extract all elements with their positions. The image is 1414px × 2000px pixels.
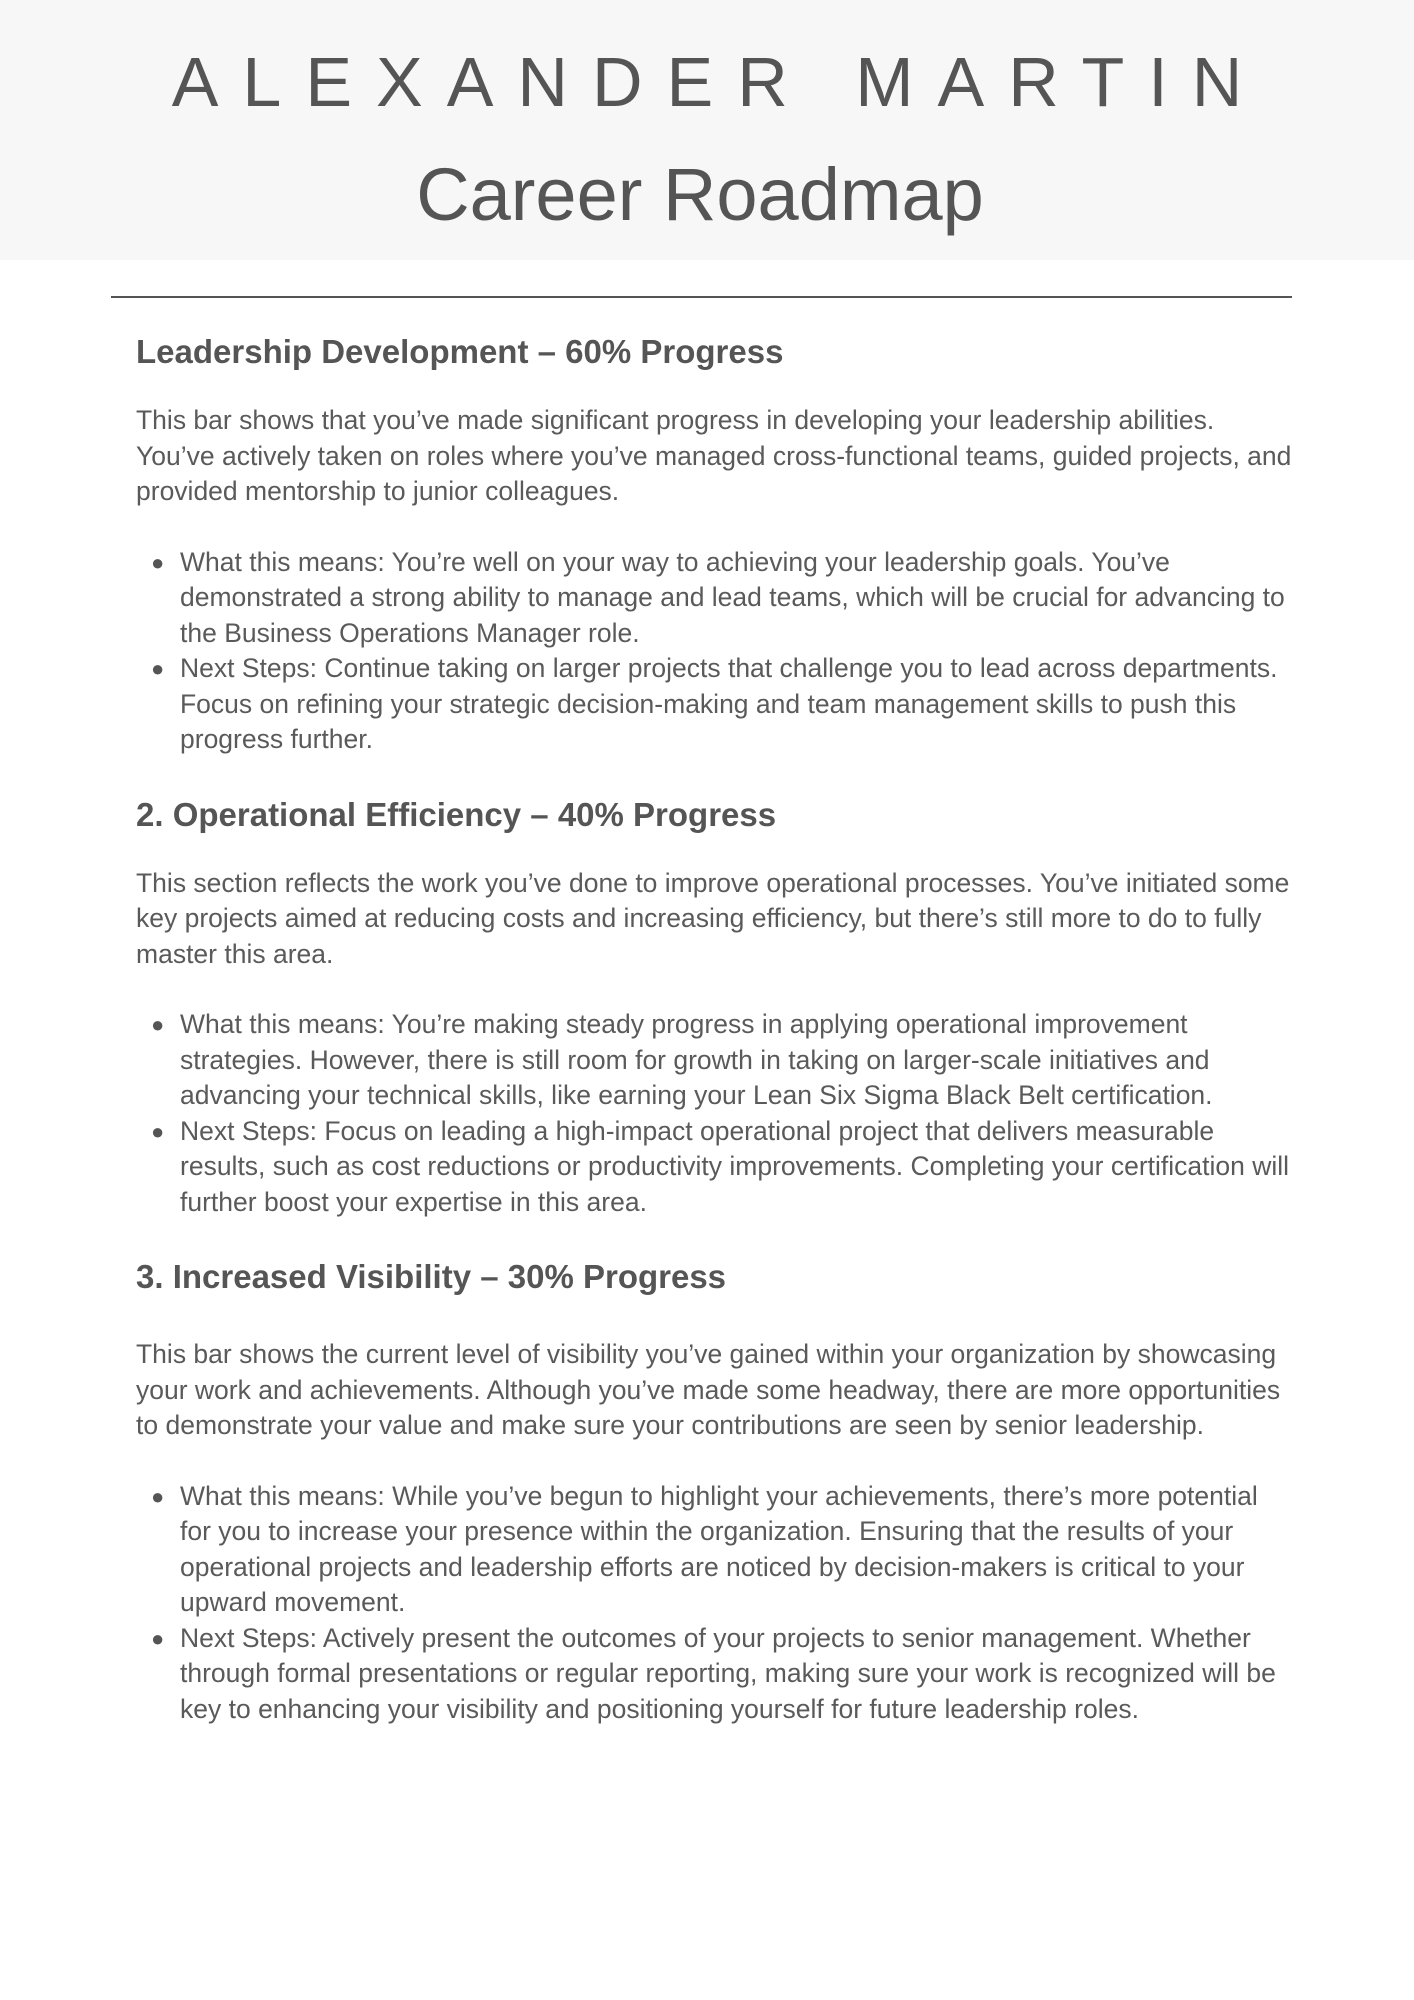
- section-heading: 2. Operational Efficiency – 40% Progress: [136, 795, 777, 833]
- section-intro: This bar shows the current level of visibility you’ve gained within your organization by showcasing your work and achievements. Although you’ve made some headway, there are more opportunities to demonstrate your value and make sure your contributions are seen by senior leadership.: [136, 1339, 1281, 1440]
- section-leadership-development: [136, 328, 1296, 758]
- section-intro: This section reflects the work you’ve done to improve operational processes. You’ve initiated some key projects aimed at reducing costs and increasing efficiency, but there’s still more to do to fully master this area.: [136, 867, 1290, 969]
- bullet-icon: ●: [151, 1118, 165, 1144]
- list-item-text: What this means: While you’ve begun to highlight your achievements, there’s more potential for you to increase your presence within the organization. Ensuring that the results of your operational projects and leadership efforts are noticed by decision-makers is critical to your upward movement.: [180, 1480, 1258, 1617]
- section-heading: 3. Increased Visibility – 30% Progress: [136, 1258, 727, 1295]
- bullet-list: [136, 1479, 1296, 1728]
- bullet-list: [136, 1007, 1296, 1220]
- page-header: [0, 0, 1414, 260]
- bullet-list: [136, 545, 1296, 758]
- bullet-icon: ●: [151, 656, 165, 681]
- list-item: [151, 1479, 1296, 1621]
- bullet-icon: ●: [151, 549, 165, 575]
- bullet-icon: ●: [151, 1483, 165, 1509]
- list-item: [151, 1621, 1296, 1728]
- document-title: Career Roadmap: [416, 153, 984, 236]
- list-item-text: Next Steps: Actively present the outcomes of your projects to senior management. Whether through formal presentations or regular reporting, making sure your work is recognized will be key to enhancing your visibility and positioning yourself for future leadership roles.: [180, 1622, 1276, 1724]
- list-item-text: Next Steps: Continue taking on larger projects that challenge you to lead across departments. Focus on refining your strategic decision-making and team management skills to push this progress further.: [180, 653, 1278, 754]
- section-operational-efficiency: [136, 791, 1296, 1221]
- list-item-text: What this means: You’re making steady progress in applying operational improvement strategies. However, there is still room for growth in taking on larger-scale initiatives and advancing your technical skills, like earning your Lean Six Sigma Black Belt certification.: [180, 1009, 1213, 1110]
- list-item: [151, 651, 1296, 758]
- list-item: [151, 1114, 1296, 1221]
- list-item-text: What this means: You’re well on your way to achieving your leadership goals. You’ve demonstrated a strong ability to manage and lead teams, which will be crucial for advancing to the Business Operations Manager role.: [180, 546, 1285, 648]
- header-divider: [111, 296, 1292, 298]
- bullet-icon: ●: [151, 1625, 165, 1651]
- list-item: [151, 545, 1296, 652]
- person-name: ALEXANDER MARTIN: [171, 43, 1267, 121]
- list-item: [151, 1007, 1296, 1114]
- document-body: [136, 328, 1296, 1727]
- section-increased-visibility: [136, 1253, 1296, 1727]
- section-intro: This bar shows that you’ve made significant progress in developing your leadership abilities. You’ve actively taken on roles where you’ve managed cross-functional teams, guided projects, and provided mentorship to junior colleagues.: [136, 405, 1292, 506]
- section-heading: Leadership Development – 60% Progress: [136, 333, 784, 370]
- list-item-text: Next Steps: Focus on leading a high-impact operational project that delivers measurable results, such as cost reductions or productivity improvements. Completing your certification will further boost your expertise in this area.: [180, 1115, 1290, 1217]
- bullet-icon: ●: [151, 1012, 165, 1037]
